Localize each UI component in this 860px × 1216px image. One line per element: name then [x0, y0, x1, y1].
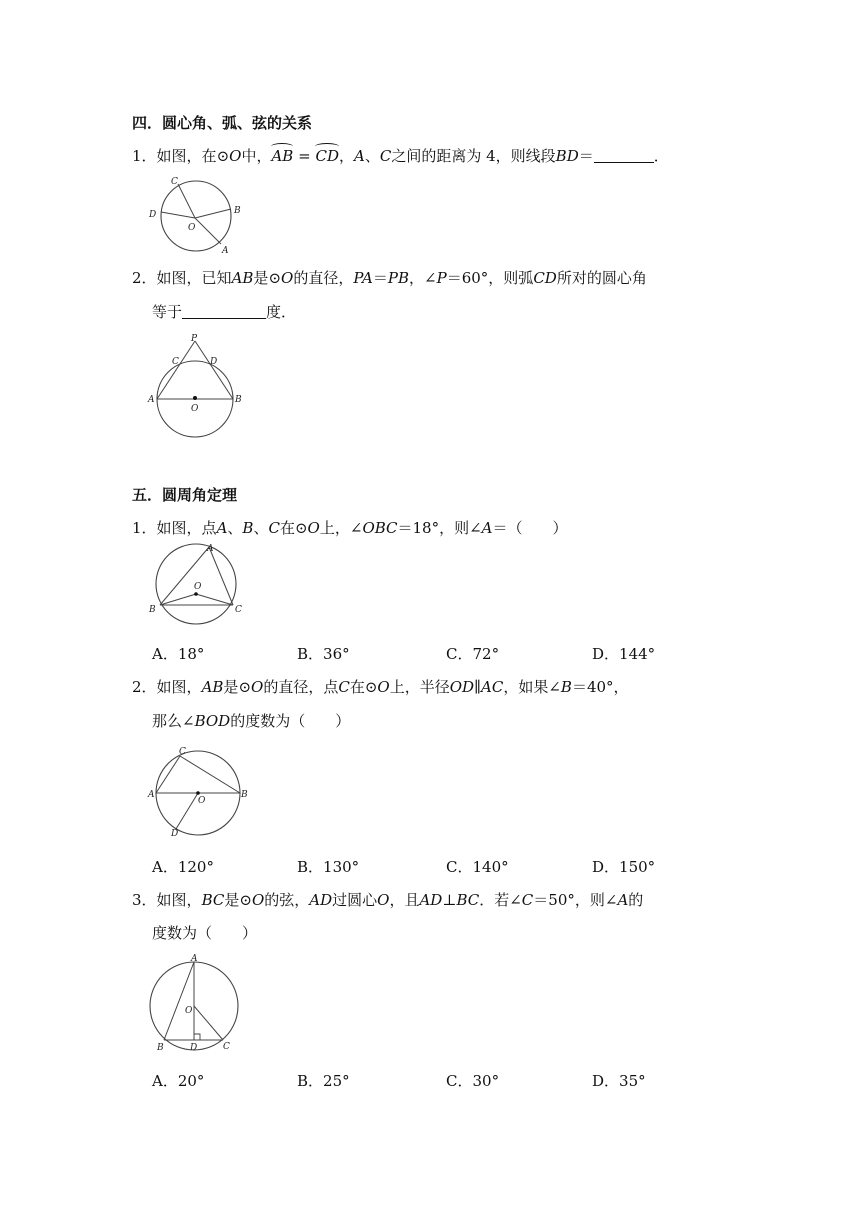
var-A: A	[481, 519, 493, 537]
var-OBC: OBC	[362, 519, 398, 537]
label-O: O	[198, 796, 206, 806]
s5-q3-figure	[148, 955, 248, 1055]
label-P: P	[191, 334, 198, 344]
var-C: C	[379, 147, 392, 165]
s5-question-3-line2	[152, 923, 257, 943]
s4-q1-figure	[148, 176, 258, 256]
q-text: 上，∠	[319, 519, 363, 537]
choice-C[interactable]: C．72°	[446, 645, 500, 663]
label-C: C	[223, 1042, 230, 1052]
segment-AC	[156, 756, 180, 793]
segment-AC	[209, 547, 233, 605]
center-dot	[194, 592, 198, 596]
label-D: D	[171, 829, 179, 839]
segment-OC	[194, 1006, 223, 1040]
choice-A[interactable]: A．120°	[152, 858, 214, 876]
label-C: C	[172, 357, 179, 367]
choice-C[interactable]: C．140°	[446, 858, 509, 876]
q-text: 之间的距离为 4，则线段	[391, 147, 556, 165]
var-BD: BD	[555, 147, 579, 165]
question-number: 1．	[132, 519, 157, 537]
label-O: O	[185, 1006, 193, 1016]
var-PB: PB	[387, 269, 410, 287]
q-text: 在	[349, 678, 365, 696]
var-B: B	[242, 519, 254, 537]
q-text: ＝18°，则∠	[397, 519, 482, 537]
var-B: B	[560, 678, 572, 696]
circle-dot-symbol: ⊙	[239, 891, 252, 909]
q-text: ．若∠	[479, 891, 522, 909]
s5-q1-figure	[146, 542, 256, 627]
segment-OC	[178, 184, 195, 218]
right-angle-mark	[194, 1034, 200, 1040]
var-O: O	[307, 519, 320, 537]
choice-B[interactable]: B．25°	[297, 1072, 350, 1090]
answer-paren[interactable]: ＝（ ）	[492, 519, 568, 537]
circle-dot-symbol: ⊙	[216, 147, 230, 165]
var-AC: AC	[481, 678, 504, 696]
s5-question-3	[132, 890, 643, 910]
segment-CB	[180, 756, 240, 793]
choice-B[interactable]: B．130°	[297, 858, 360, 876]
answer-blank[interactable]	[182, 303, 266, 319]
q-text: 的	[628, 891, 644, 909]
arc-CD: CD	[315, 147, 339, 165]
radius-OD	[176, 793, 198, 829]
label-A: A	[148, 790, 155, 800]
label-A: A	[148, 395, 155, 405]
var-AD: AD	[309, 891, 333, 909]
var-CD: CD	[533, 269, 557, 287]
q-text: ＝50°，则∠	[533, 891, 618, 909]
q-text: 那么∠	[152, 712, 195, 730]
label-B: B	[157, 1043, 164, 1053]
q-text: 如图，点	[156, 519, 217, 537]
segment-AB	[164, 962, 194, 1040]
section-5-title: 五．圆周角定理	[132, 486, 238, 504]
var-O: O	[251, 891, 265, 909]
s4-question-1	[132, 146, 669, 166]
label-B: B	[149, 605, 156, 615]
label-D: D	[210, 357, 218, 367]
label-C: C	[171, 177, 178, 187]
segment-OD	[161, 212, 195, 218]
label-D: D	[190, 1043, 198, 1053]
circle-dot-symbol: ⊙	[294, 519, 308, 537]
q-text: ＝	[372, 269, 388, 287]
q-text: 的直径，点	[263, 678, 339, 696]
q-text: 度．	[266, 303, 297, 321]
s4-q2-figure	[148, 332, 248, 442]
center-dot	[196, 791, 200, 795]
var-O: O	[229, 147, 242, 165]
answer-paren[interactable]: 的度数为（ ）	[230, 712, 351, 730]
choice-A[interactable]: A．20°	[152, 1072, 205, 1090]
var-AD: AD	[419, 891, 443, 909]
q-text: ＝	[578, 147, 594, 165]
circle-dot-symbol: ⊙	[238, 678, 252, 696]
var-C: C	[268, 519, 280, 537]
q-text: ⊥	[442, 891, 457, 909]
var-O: O	[377, 891, 390, 909]
section-4-title: 四．圆心角、弧、弦的关系	[132, 114, 313, 132]
circle-dot-symbol: ⊙	[364, 678, 378, 696]
q-text: 过圆心	[332, 891, 378, 909]
label-B: B	[241, 790, 248, 800]
segment-PB	[195, 341, 233, 399]
q-text: 、	[253, 519, 269, 537]
equals-sign: =	[298, 147, 311, 165]
s5-question-2-line2	[152, 711, 350, 731]
circle-dot-symbol: ⊙	[268, 269, 282, 287]
question-number: 2．	[132, 678, 157, 696]
q-text: ＝40°，	[571, 678, 629, 696]
label-C: C	[179, 747, 186, 757]
var-BC: BC	[456, 891, 480, 909]
q-text: 、	[364, 147, 380, 165]
q-text: 是	[224, 891, 240, 909]
q-text: 如图，已知	[156, 269, 232, 287]
circle-O	[161, 181, 231, 251]
label-A: A	[207, 544, 214, 554]
var-C: C	[521, 891, 534, 909]
var-A: A	[216, 519, 228, 537]
center-dot	[193, 396, 197, 400]
label-A: A	[222, 246, 229, 256]
var-AB: AB	[201, 678, 224, 696]
label-C: C	[235, 605, 242, 615]
q-text: 的直径，	[293, 269, 354, 287]
s5-q2-figure	[148, 742, 258, 842]
q-text: ∥	[474, 678, 482, 696]
var-BC: BC	[201, 891, 225, 909]
label-A: A	[191, 954, 198, 964]
arc-AB: AB	[271, 147, 294, 165]
var-PA: PA	[353, 269, 373, 287]
choice-D[interactable]: D．35°	[592, 1072, 646, 1090]
segment-OC	[196, 594, 233, 605]
choice-D[interactable]: D．150°	[592, 858, 656, 876]
var-A: A	[617, 891, 629, 909]
var-O: O	[281, 269, 294, 287]
choice-A[interactable]: A．18°	[152, 645, 205, 663]
q-text: 的弦，	[264, 891, 310, 909]
label-D: D	[149, 210, 157, 220]
s5-question-2	[132, 677, 629, 697]
question-number: 3．	[132, 891, 157, 909]
var-AB: AB	[231, 269, 254, 287]
segment-OB	[195, 209, 231, 218]
s4-question-2	[132, 268, 647, 288]
var-A: A	[354, 147, 365, 165]
var-P: P	[436, 269, 447, 287]
var-OD: OD	[449, 678, 475, 696]
s5-question-1	[132, 518, 568, 538]
var-C: C	[338, 678, 350, 696]
q-text: 在	[279, 519, 295, 537]
q-text: ，如果∠	[503, 678, 561, 696]
q-text: 是	[253, 269, 269, 287]
segment-OA	[195, 218, 221, 244]
question-number: 2．	[132, 269, 157, 287]
choice-C[interactable]: C．30°	[446, 1072, 500, 1090]
segment-PA	[157, 341, 195, 399]
q-text: ，∠	[409, 269, 437, 287]
q-text: 是	[223, 678, 239, 696]
label-O: O	[191, 404, 199, 414]
q-text: 上，半径	[389, 678, 450, 696]
q-text: 等于	[152, 303, 183, 321]
q-text: ．	[653, 147, 669, 165]
var-BOD: BOD	[194, 712, 231, 730]
label-B: B	[235, 395, 242, 405]
answer-paren[interactable]: 度数为（ ）	[152, 924, 258, 942]
choice-B[interactable]: B．36°	[297, 645, 350, 663]
q-text: ，	[338, 147, 354, 165]
q-text: ，且	[389, 891, 420, 909]
q-text: 如图，在	[156, 147, 217, 165]
answer-blank[interactable]	[594, 147, 654, 163]
q-text: 、	[227, 519, 243, 537]
q-text: 中，	[241, 147, 272, 165]
q-text: 所对的圆心角	[556, 269, 647, 287]
var-O: O	[377, 678, 390, 696]
label-O: O	[188, 223, 196, 233]
question-number: 1．	[132, 147, 157, 165]
q-text: 如图，	[156, 678, 202, 696]
q-text: ＝60°，则弧	[446, 269, 534, 287]
choice-D[interactable]: D．144°	[592, 645, 656, 663]
var-O: O	[251, 678, 264, 696]
q-text: 如图，	[156, 891, 202, 909]
s4-question-2-line2	[152, 302, 296, 322]
label-B: B	[234, 206, 241, 216]
segment-OB	[160, 594, 196, 605]
label-O: O	[194, 582, 202, 592]
